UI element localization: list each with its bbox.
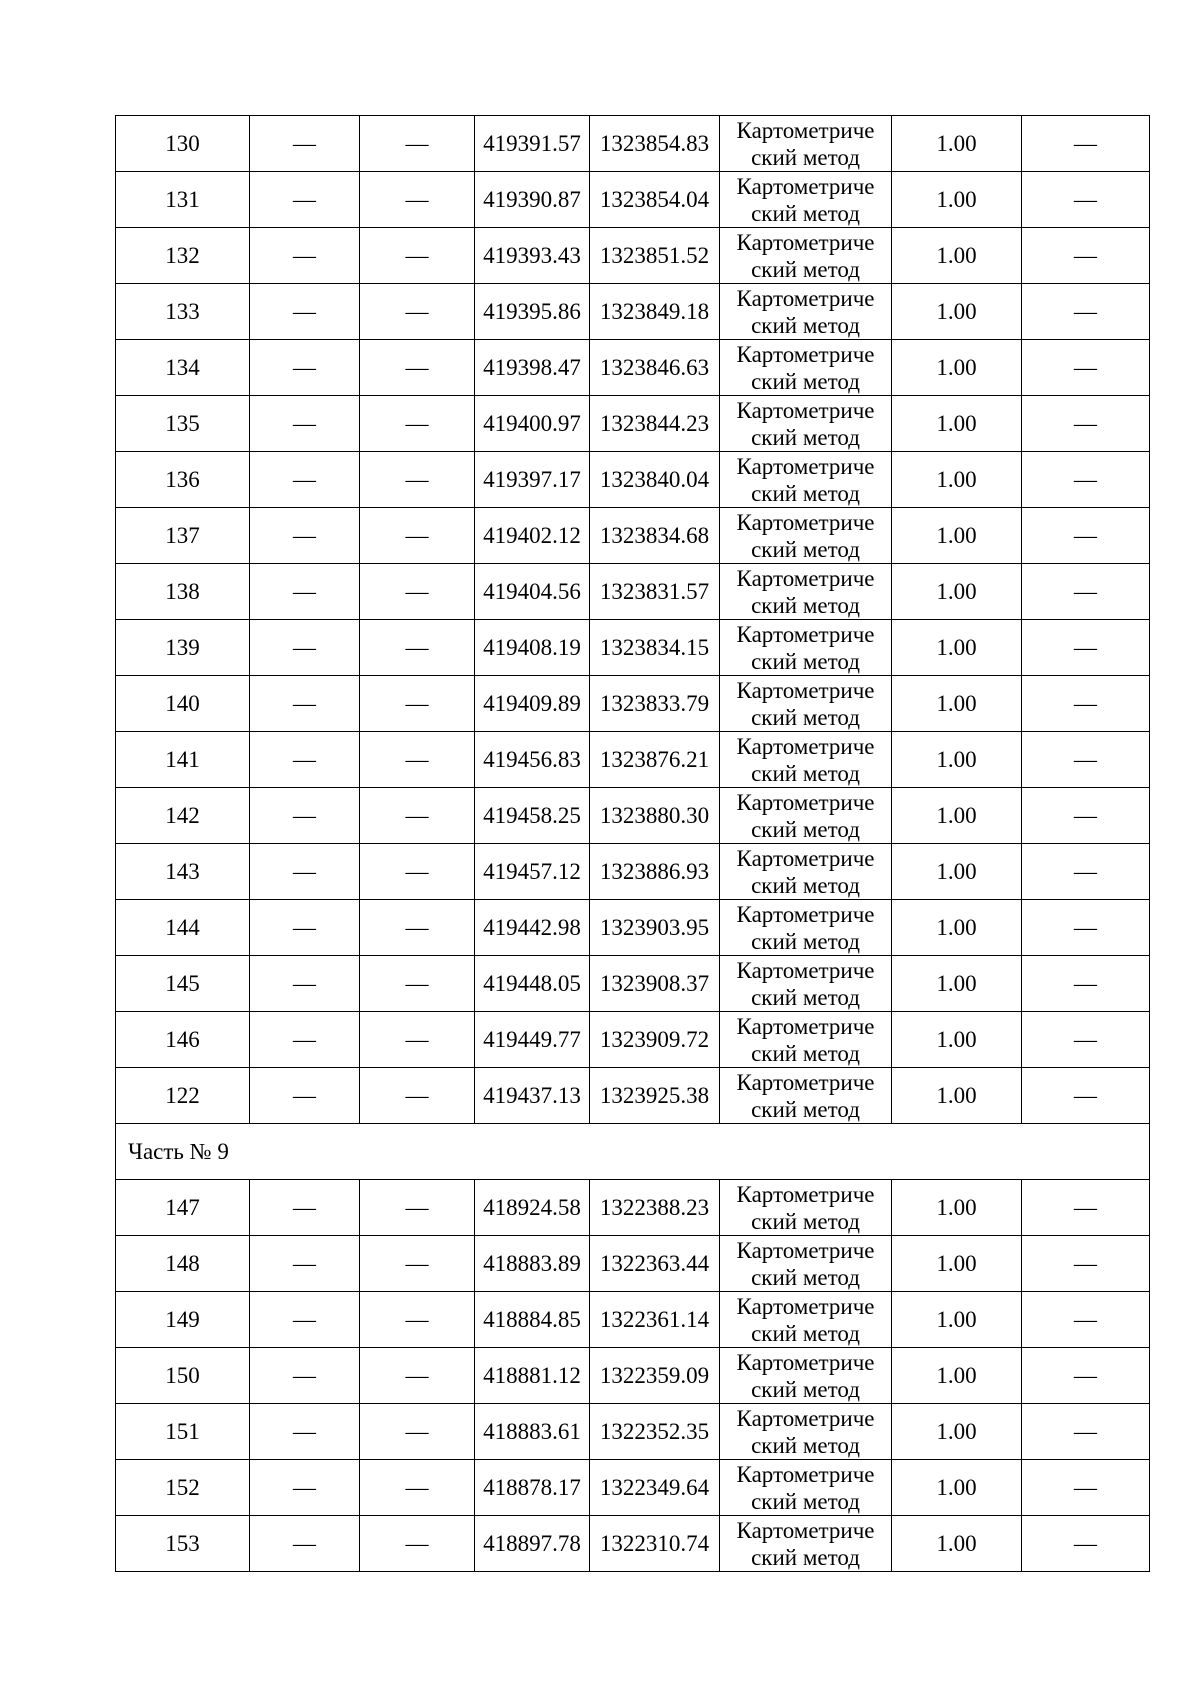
method-cell [720, 676, 892, 732]
empty-dash-cell: — [360, 1292, 475, 1348]
precision-cell: 1.00 [892, 508, 1022, 564]
x-coordinate-cell: 419458.25 [475, 788, 590, 844]
empty-dash-cell: — [250, 1068, 360, 1124]
x-coordinate-cell: 419395.86 [475, 284, 590, 340]
empty-dash-cell: — [250, 844, 360, 900]
y-coordinate-cell: 1323886.93 [590, 844, 720, 900]
empty-dash-cell: — [360, 508, 475, 564]
empty-dash-cell: — [360, 676, 475, 732]
y-coordinate-cell: 1323834.68 [590, 508, 720, 564]
empty-dash-cell: — [360, 1180, 475, 1236]
method-cell [720, 1292, 892, 1348]
precision-cell: 1.00 [892, 116, 1022, 172]
method-text-line: Картометриче [736, 1181, 875, 1207]
precision-cell: 1.00 [892, 620, 1022, 676]
empty-dash-cell: — [360, 284, 475, 340]
method-cell [720, 620, 892, 676]
point-number-cell: 138 [116, 564, 250, 620]
x-coordinate-cell: 418883.61 [475, 1404, 590, 1460]
empty-dash-cell: — [360, 172, 475, 228]
table-row [116, 1012, 1150, 1068]
point-number-cell: 146 [116, 1012, 250, 1068]
empty-dash-cell: — [250, 508, 360, 564]
description-dash-cell: — [1022, 1460, 1150, 1516]
table-row [116, 396, 1150, 452]
empty-dash-cell: — [250, 676, 360, 732]
table-row [116, 620, 1150, 676]
y-coordinate-cell: 1323851.52 [590, 228, 720, 284]
method-text-line: ский метод [751, 312, 860, 338]
method-text-line: ский метод [751, 592, 860, 618]
method-cell [720, 1068, 892, 1124]
y-coordinate-cell: 1322359.09 [590, 1348, 720, 1404]
method-text-line: Картометриче [736, 1069, 875, 1095]
method-text-line: ский метод [751, 200, 860, 226]
empty-dash-cell: — [360, 452, 475, 508]
method-text-line: ский метод [751, 872, 860, 898]
empty-dash-cell: — [360, 340, 475, 396]
x-coordinate-cell: 418883.89 [475, 1236, 590, 1292]
method-cell [720, 1460, 892, 1516]
method-text-line: ский метод [751, 1488, 860, 1514]
empty-dash-cell: — [360, 1012, 475, 1068]
method-text-line: Картометриче [736, 1461, 875, 1487]
x-coordinate-cell: 419390.87 [475, 172, 590, 228]
description-dash-cell: — [1022, 788, 1150, 844]
y-coordinate-cell: 1323876.21 [590, 732, 720, 788]
empty-dash-cell: — [360, 1236, 475, 1292]
x-coordinate-cell: 419393.43 [475, 228, 590, 284]
method-text-line: Картометриче [736, 733, 875, 759]
description-dash-cell: — [1022, 956, 1150, 1012]
x-coordinate-cell: 419398.47 [475, 340, 590, 396]
description-dash-cell: — [1022, 340, 1150, 396]
x-coordinate-cell: 419391.57 [475, 116, 590, 172]
x-coordinate-cell: 419448.05 [475, 956, 590, 1012]
method-text-line: Картометриче [736, 565, 875, 591]
y-coordinate-cell: 1323849.18 [590, 284, 720, 340]
point-number-cell: 149 [116, 1292, 250, 1348]
point-number-cell: 152 [116, 1460, 250, 1516]
description-dash-cell: — [1022, 508, 1150, 564]
y-coordinate-cell: 1322352.35 [590, 1404, 720, 1460]
empty-dash-cell: — [250, 396, 360, 452]
empty-dash-cell: — [250, 340, 360, 396]
description-dash-cell: — [1022, 1012, 1150, 1068]
x-coordinate-cell: 418884.85 [475, 1292, 590, 1348]
description-dash-cell: — [1022, 1348, 1150, 1404]
precision-cell: 1.00 [892, 1292, 1022, 1348]
empty-dash-cell: — [250, 732, 360, 788]
method-cell [720, 452, 892, 508]
description-dash-cell: — [1022, 1404, 1150, 1460]
method-text-line: Картометриче [736, 901, 875, 927]
point-number-cell: 141 [116, 732, 250, 788]
empty-dash-cell: — [250, 284, 360, 340]
method-text-line: Картометриче [736, 1013, 875, 1039]
table-row [116, 844, 1150, 900]
method-text-line: Картометриче [736, 845, 875, 871]
empty-dash-cell: — [360, 900, 475, 956]
empty-dash-cell: — [360, 844, 475, 900]
precision-cell: 1.00 [892, 396, 1022, 452]
empty-dash-cell: — [250, 1516, 360, 1572]
y-coordinate-cell: 1323834.15 [590, 620, 720, 676]
precision-cell: 1.00 [892, 956, 1022, 1012]
method-cell [720, 844, 892, 900]
empty-dash-cell: — [250, 1012, 360, 1068]
x-coordinate-cell: 419449.77 [475, 1012, 590, 1068]
method-text-line: Картометриче [736, 1237, 875, 1263]
method-cell [720, 1236, 892, 1292]
description-dash-cell: — [1022, 452, 1150, 508]
precision-cell: 1.00 [892, 1180, 1022, 1236]
empty-dash-cell: — [250, 956, 360, 1012]
method-text-line: ский метод [751, 1208, 860, 1234]
point-number-cell: 151 [116, 1404, 250, 1460]
description-dash-cell: — [1022, 1068, 1150, 1124]
method-text-line: Картометриче [736, 229, 875, 255]
point-number-cell: 133 [116, 284, 250, 340]
method-cell [720, 228, 892, 284]
y-coordinate-cell: 1322388.23 [590, 1180, 720, 1236]
empty-dash-cell: — [360, 1348, 475, 1404]
x-coordinate-cell: 419400.97 [475, 396, 590, 452]
method-text-line: ский метод [751, 1432, 860, 1458]
y-coordinate-cell: 1322310.74 [590, 1516, 720, 1572]
y-coordinate-cell: 1323846.63 [590, 340, 720, 396]
method-cell [720, 396, 892, 452]
precision-cell: 1.00 [892, 1348, 1022, 1404]
method-text-line: ский метод [751, 928, 860, 954]
description-dash-cell: — [1022, 732, 1150, 788]
table-row [116, 956, 1150, 1012]
table-row [116, 1236, 1150, 1292]
precision-cell: 1.00 [892, 1516, 1022, 1572]
table-row [116, 340, 1150, 396]
method-cell [720, 172, 892, 228]
method-text-line: ский метод [751, 1320, 860, 1346]
method-text-line: ский метод [751, 1040, 860, 1066]
method-text-line: Картометриче [736, 789, 875, 815]
method-text-line: Картометриче [736, 173, 875, 199]
table-row [116, 452, 1150, 508]
method-cell [720, 1404, 892, 1460]
empty-dash-cell: — [360, 1516, 475, 1572]
y-coordinate-cell: 1323880.30 [590, 788, 720, 844]
precision-cell: 1.00 [892, 340, 1022, 396]
table-row [116, 732, 1150, 788]
precision-cell: 1.00 [892, 1236, 1022, 1292]
table-row [116, 1348, 1150, 1404]
method-text-line: Картометриче [736, 677, 875, 703]
method-cell [720, 564, 892, 620]
x-coordinate-cell: 418881.12 [475, 1348, 590, 1404]
empty-dash-cell: — [360, 116, 475, 172]
method-cell [720, 284, 892, 340]
y-coordinate-cell: 1323903.95 [590, 900, 720, 956]
precision-cell: 1.00 [892, 1460, 1022, 1516]
x-coordinate-cell: 419402.12 [475, 508, 590, 564]
table-row [116, 116, 1150, 172]
description-dash-cell: — [1022, 172, 1150, 228]
y-coordinate-cell: 1322361.14 [590, 1292, 720, 1348]
table-row [116, 508, 1150, 564]
empty-dash-cell: — [250, 1404, 360, 1460]
table-row [116, 1292, 1150, 1348]
description-dash-cell: — [1022, 620, 1150, 676]
y-coordinate-cell: 1323854.83 [590, 116, 720, 172]
method-text-line: ский метод [751, 480, 860, 506]
method-text-line: ский метод [751, 1096, 860, 1122]
x-coordinate-cell: 419409.89 [475, 676, 590, 732]
precision-cell: 1.00 [892, 844, 1022, 900]
y-coordinate-cell: 1323854.04 [590, 172, 720, 228]
point-number-cell: 122 [116, 1068, 250, 1124]
empty-dash-cell: — [250, 788, 360, 844]
precision-cell: 1.00 [892, 172, 1022, 228]
method-text-line: Картометриче [736, 453, 875, 479]
point-number-cell: 132 [116, 228, 250, 284]
empty-dash-cell: — [360, 620, 475, 676]
method-text-line: Картометриче [736, 341, 875, 367]
empty-dash-cell: — [250, 900, 360, 956]
description-dash-cell: — [1022, 116, 1150, 172]
method-text-line: ский метод [751, 704, 860, 730]
empty-dash-cell: — [250, 564, 360, 620]
point-number-cell: 131 [116, 172, 250, 228]
y-coordinate-cell: 1323908.37 [590, 956, 720, 1012]
empty-dash-cell: — [360, 228, 475, 284]
empty-dash-cell: — [360, 564, 475, 620]
description-dash-cell: — [1022, 676, 1150, 732]
x-coordinate-cell: 419457.12 [475, 844, 590, 900]
method-text-line: ский метод [751, 760, 860, 786]
point-number-cell: 145 [116, 956, 250, 1012]
description-dash-cell: — [1022, 284, 1150, 340]
method-text-line: Картометриче [736, 117, 875, 143]
method-text-line: Картометриче [736, 397, 875, 423]
point-number-cell: 140 [116, 676, 250, 732]
empty-dash-cell: — [250, 1460, 360, 1516]
method-text-line: ский метод [751, 648, 860, 674]
precision-cell: 1.00 [892, 564, 1022, 620]
empty-dash-cell: — [360, 956, 475, 1012]
point-number-cell: 143 [116, 844, 250, 900]
x-coordinate-cell: 419456.83 [475, 732, 590, 788]
description-dash-cell: — [1022, 844, 1150, 900]
empty-dash-cell: — [250, 172, 360, 228]
point-number-cell: 134 [116, 340, 250, 396]
point-number-cell: 130 [116, 116, 250, 172]
table-row [116, 228, 1150, 284]
x-coordinate-cell: 419442.98 [475, 900, 590, 956]
point-number-cell: 137 [116, 508, 250, 564]
table-row [116, 564, 1150, 620]
empty-dash-cell: — [250, 116, 360, 172]
method-text-line: ский метод [751, 1544, 860, 1570]
method-text-line: ский метод [751, 1376, 860, 1402]
empty-dash-cell: — [360, 1404, 475, 1460]
method-text-line: ский метод [751, 256, 860, 282]
precision-cell: 1.00 [892, 788, 1022, 844]
x-coordinate-cell: 418924.58 [475, 1180, 590, 1236]
x-coordinate-cell: 418878.17 [475, 1460, 590, 1516]
point-number-cell: 136 [116, 452, 250, 508]
point-number-cell: 147 [116, 1180, 250, 1236]
precision-cell: 1.00 [892, 900, 1022, 956]
empty-dash-cell: — [360, 1068, 475, 1124]
y-coordinate-cell: 1323833.79 [590, 676, 720, 732]
y-coordinate-cell: 1323909.72 [590, 1012, 720, 1068]
method-text-line: Картометриче [736, 1517, 875, 1543]
table-row [116, 676, 1150, 732]
method-cell [720, 1012, 892, 1068]
method-cell [720, 956, 892, 1012]
method-text-line: ский метод [751, 1264, 860, 1290]
empty-dash-cell: — [360, 1460, 475, 1516]
method-cell [720, 508, 892, 564]
table-row [116, 788, 1150, 844]
x-coordinate-cell: 418897.78 [475, 1516, 590, 1572]
table-row [116, 1516, 1150, 1572]
empty-dash-cell: — [250, 1236, 360, 1292]
method-cell [720, 1348, 892, 1404]
table-row [116, 1460, 1150, 1516]
method-text-line: ский метод [751, 144, 860, 170]
method-cell [720, 900, 892, 956]
precision-cell: 1.00 [892, 284, 1022, 340]
description-dash-cell: — [1022, 1180, 1150, 1236]
table-row [116, 1404, 1150, 1460]
x-coordinate-cell: 419397.17 [475, 452, 590, 508]
y-coordinate-cell: 1323844.23 [590, 396, 720, 452]
method-text-line: ский метод [751, 816, 860, 842]
description-dash-cell: — [1022, 1236, 1150, 1292]
table-row [116, 900, 1150, 956]
y-coordinate-cell: 1322349.64 [590, 1460, 720, 1516]
point-number-cell: 148 [116, 1236, 250, 1292]
empty-dash-cell: — [250, 228, 360, 284]
x-coordinate-cell: 419437.13 [475, 1068, 590, 1124]
y-coordinate-cell: 1323840.04 [590, 452, 720, 508]
description-dash-cell: — [1022, 1516, 1150, 1572]
precision-cell: 1.00 [892, 676, 1022, 732]
method-text-line: ский метод [751, 984, 860, 1010]
method-text-line: Картометриче [736, 1405, 875, 1431]
coordinates-table [115, 115, 1150, 1572]
point-number-cell: 135 [116, 396, 250, 452]
empty-dash-cell: — [250, 1292, 360, 1348]
method-text-line: Картометриче [736, 509, 875, 535]
precision-cell: 1.00 [892, 1404, 1022, 1460]
table-body [116, 116, 1150, 1572]
method-cell [720, 1180, 892, 1236]
table-row [116, 1180, 1150, 1236]
method-text-line: Картометриче [736, 1293, 875, 1319]
empty-dash-cell: — [250, 1180, 360, 1236]
precision-cell: 1.00 [892, 1068, 1022, 1124]
method-cell [720, 1516, 892, 1572]
description-dash-cell: — [1022, 1292, 1150, 1348]
method-text-line: Картометриче [736, 1349, 875, 1375]
empty-dash-cell: — [250, 1348, 360, 1404]
precision-cell: 1.00 [892, 228, 1022, 284]
description-dash-cell: — [1022, 900, 1150, 956]
table-row [116, 172, 1150, 228]
point-number-cell: 142 [116, 788, 250, 844]
method-text-line: Картометриче [736, 957, 875, 983]
empty-dash-cell: — [360, 788, 475, 844]
part-heading-row [116, 1124, 1150, 1180]
method-cell [720, 732, 892, 788]
table-row [116, 284, 1150, 340]
x-coordinate-cell: 419404.56 [475, 564, 590, 620]
method-cell [720, 116, 892, 172]
method-cell [720, 340, 892, 396]
precision-cell: 1.00 [892, 452, 1022, 508]
description-dash-cell: — [1022, 564, 1150, 620]
point-number-cell: 139 [116, 620, 250, 676]
table-row [116, 1068, 1150, 1124]
y-coordinate-cell: 1322363.44 [590, 1236, 720, 1292]
empty-dash-cell: — [250, 452, 360, 508]
method-text-line: Картометриче [736, 621, 875, 647]
description-dash-cell: — [1022, 228, 1150, 284]
method-text-line: ский метод [751, 536, 860, 562]
y-coordinate-cell: 1323925.38 [590, 1068, 720, 1124]
point-number-cell: 153 [116, 1516, 250, 1572]
precision-cell: 1.00 [892, 732, 1022, 788]
point-number-cell: 150 [116, 1348, 250, 1404]
method-text-line: ский метод [751, 368, 860, 394]
method-text-line: Картометриче [736, 285, 875, 311]
y-coordinate-cell: 1323831.57 [590, 564, 720, 620]
method-text-line: ский метод [751, 424, 860, 450]
empty-dash-cell: — [360, 732, 475, 788]
description-dash-cell: — [1022, 396, 1150, 452]
empty-dash-cell: — [250, 620, 360, 676]
point-number-cell: 144 [116, 900, 250, 956]
method-cell [720, 788, 892, 844]
empty-dash-cell: — [360, 396, 475, 452]
x-coordinate-cell: 419408.19 [475, 620, 590, 676]
part-heading-cell: Часть № 9 [116, 1124, 1150, 1180]
precision-cell: 1.00 [892, 1012, 1022, 1068]
